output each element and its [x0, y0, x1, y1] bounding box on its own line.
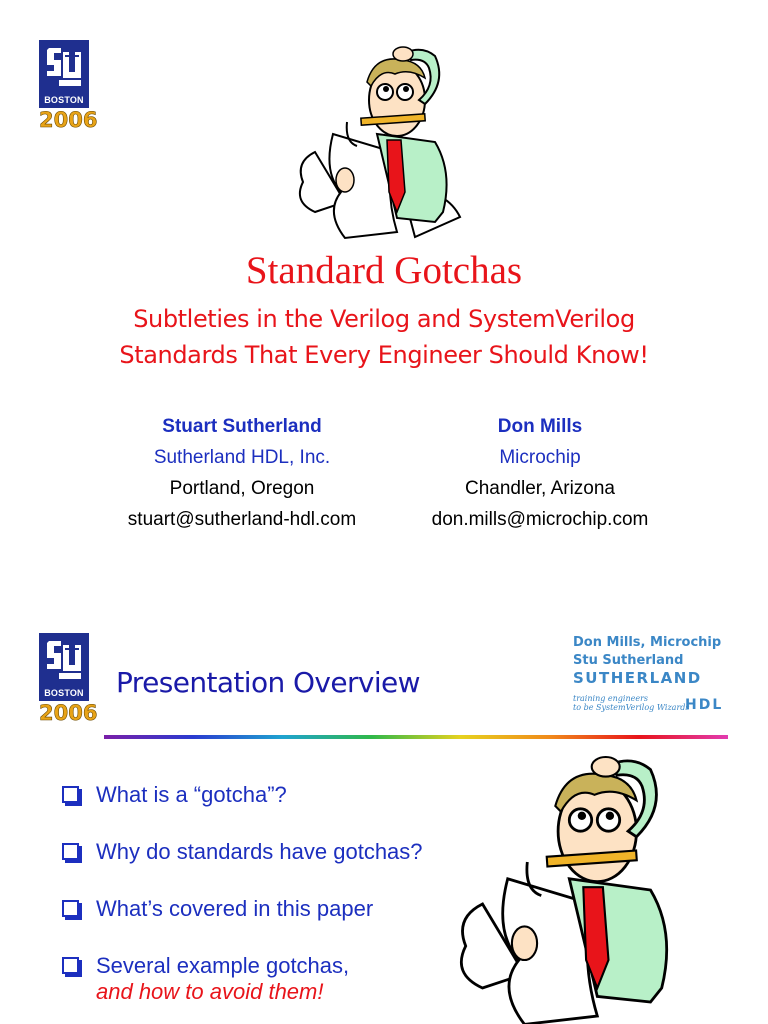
- brand-presenter-line1: Don Mills, Microchip: [573, 635, 722, 650]
- author-email: stuart@sutherland-hdl.com: [127, 509, 357, 530]
- brand-presenter-line2: Stu Sutherland: [573, 653, 684, 668]
- logo-city: BOSTON: [44, 688, 84, 698]
- snug-logo-box: [39, 40, 89, 108]
- checkbox-bullet-icon: [62, 957, 79, 974]
- sutherland-hdl-branding: [573, 635, 743, 712]
- logo-city: BOSTON: [44, 95, 84, 105]
- author-location: Chandler, Arizona: [465, 478, 615, 499]
- bullet-text: What is a “gotcha”?: [96, 782, 287, 807]
- brand-hdl-mark: HDL: [685, 697, 724, 713]
- list-item: [62, 953, 482, 1005]
- snug-logo: [39, 633, 98, 725]
- brand-tagline-line1: training engineers: [573, 694, 649, 703]
- snug-logo-icon: [39, 40, 89, 90]
- list-item: [62, 782, 482, 808]
- snug-logo-box: [39, 633, 89, 701]
- author-location: Portland, Oregon: [169, 478, 315, 499]
- list-item: [62, 839, 482, 865]
- checkbox-bullet-icon: [62, 786, 79, 803]
- author-column-left: [82, 411, 402, 535]
- author-organization: Sutherland HDL, Inc.: [153, 447, 331, 468]
- brand-company-name: SUTHERLAND: [573, 669, 702, 687]
- overview-bullet-list: [62, 782, 482, 1024]
- author-name: Stuart Sutherland: [162, 416, 322, 437]
- logo-year: 2006: [39, 701, 98, 725]
- author-column-right: [380, 411, 700, 535]
- author-name: Don Mills: [497, 416, 583, 437]
- author-organization: Microchip: [499, 447, 581, 468]
- puzzled-engineer-icon: [440, 750, 700, 1024]
- snug-logo-icon: [39, 633, 89, 683]
- bullet-text: Why do standards have gotchas?: [96, 839, 423, 864]
- bullet-text: Several example gotchas,: [96, 953, 350, 978]
- slide-subtitle-line2: Standards That Every Engineer Should Know!: [119, 341, 649, 369]
- checkbox-bullet-icon: [62, 843, 79, 860]
- checkbox-bullet-icon: [62, 900, 79, 917]
- bullet-text: What’s covered in this paper: [96, 896, 374, 921]
- slide-title: Presentation Overview: [116, 666, 420, 699]
- snug-logo: [39, 40, 98, 132]
- brand-tagline-line2: to be SystemVerilog Wizards: [573, 703, 690, 712]
- bullet-subtext: and how to avoid them!: [96, 979, 324, 1004]
- overview-slide: [0, 585, 768, 1024]
- slide-title: Standard Gotchas: [245, 249, 523, 292]
- puzzled-engineer-icon: [285, 42, 470, 242]
- list-item: [62, 896, 482, 922]
- rainbow-divider: [104, 735, 728, 739]
- logo-year: 2006: [39, 108, 98, 132]
- author-email: don.mills@microchip.com: [431, 509, 649, 530]
- slide-subtitle-line1: Subtleties in the Verilog and SystemVerilog: [133, 305, 635, 333]
